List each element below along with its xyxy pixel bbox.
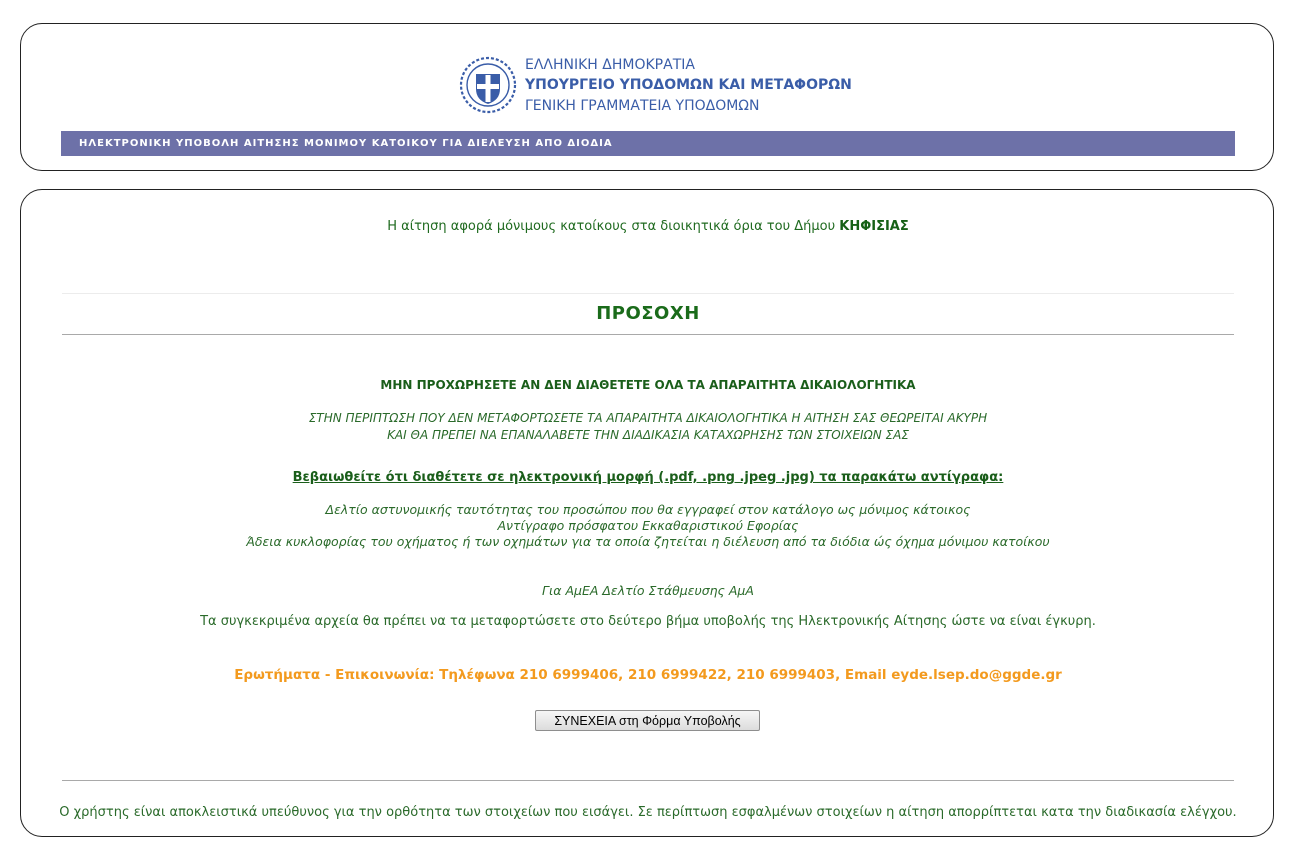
logo-secretariat: ΓΕΝΙΚΗ ΓΡΑΜΜΑΤΕΙΑ ΥΠΟΔΟΜΩΝ xyxy=(525,98,760,114)
document-item: Αντίγραφο πρόσφατου Εκκαθαριστικού Εφορίας xyxy=(497,518,799,533)
logo-text xyxy=(525,55,852,117)
municipality-name: ΚΗΦΙΣΙΑΣ xyxy=(839,219,909,234)
header-panel xyxy=(20,23,1274,171)
warning-details xyxy=(21,410,1275,444)
documents-list xyxy=(21,502,1275,550)
greek-emblem-icon xyxy=(459,56,517,114)
documents-heading: Βεβαιωθείτε ότι διαθέτετε σε ηλεκτρονική μορφή (.pdf, .png .jpeg .jpg) τα παρακάτω αντίγραφα: xyxy=(292,470,1004,485)
continue-button[interactable]: ΣΥΝΕΧΕΙΑ στη Φόρμα Υποβολής xyxy=(535,710,760,731)
document-item: Άδεια κυκλοφορίας του οχήματος ή των οχημάτων για τα οποία ζητείται η διέλευση από τα διόδια ώς όχημα μόνιμου κατοίκου xyxy=(246,534,1050,549)
amea-document: Για ΑμΕΑ Δελτίο Στάθμευσης ΑμΑ xyxy=(542,583,754,598)
warning-line-1: ΣΤΗΝ ΠΕΡΙΠΤΩΣΗ ΠΟΥ ΔΕΝ ΜΕΤΑΦΟΡΤΩΣΕΤΕ ΤΑ ΑΠΑΡΑΙΤΗΤΑ ΔΙΚΑΙΟΛΟΓΗΤΙΚΑ Η ΑΙΤΗΣΗ ΣΑΣ ΘΕΩΡΕΙΤΑΙ ΑΚΥΡΗ xyxy=(308,411,988,425)
scope-text xyxy=(21,219,1275,234)
logo-country: ΕΛΛΗΝΙΚΗ ΔΗΜΟΚΡΑΤΙΑ xyxy=(525,57,695,73)
logo-ministry: ΥΠΟΥΡΓΕΙΟ ΥΠΟΔΟΜΩΝ ΚΑΙ ΜΕΤΑΦΟΡΩΝ xyxy=(525,77,852,93)
upload-note: Τα συγκεκριμένα αρχεία θα πρέπει να τα μεταφορτώσετε στο δεύτερο βήμα υποβολής της Ηλεκτρονικής Αίτησης ώστε να είναι έγκυρη. xyxy=(200,614,1096,629)
warning-main: ΜΗΝ ΠΡΟΧΩΡΗΣΕΤΕ ΑΝ ΔΕΝ ΔΙΑΘΕΤΕΤΕ ΟΛΑ ΤΑ ΑΠΑΡΑΙΤΗΤΑ ΔΙΚΑΙΟΛΟΓΗΤΙΚΑ xyxy=(380,378,916,392)
scope-label: Η αίτηση αφορά μόνιμους κατοίκους στα διοικητικά όρια του Δήμου xyxy=(387,219,836,234)
ministry-logo xyxy=(459,53,879,117)
warning-title: ΠΡΟΣΟΧΗ xyxy=(596,303,700,324)
contact-info: Ερωτήματα - Επικοινωνία: Τηλέφωνα 210 6999406, 210 6999422, 210 6999403, Email eyde.lsep.do@ggde.gr xyxy=(234,667,1062,683)
warning-line-2: ΚΑΙ ΘΑ ΠΡΕΠΕΙ ΝΑ ΕΠΑΝΑΛΑΒΕΤΕ ΤΗΝ ΔΙΑΔΙΚΑΣΙΑ ΚΑΤΑΧΩΡΗΣΗΣ ΤΩΝ ΣΤΟΙΧΕΙΩΝ ΣΑΣ xyxy=(387,428,909,442)
document-item: Δελτίο αστυνομικής ταυτότητας του προσώπου που θα εγγραφεί στον κατάλογο ως μόνιμος κάτοικος xyxy=(325,502,971,517)
page-title-bar: ΗΛΕΚΤΡΟΝΙΚΗ ΥΠΟΒΟΛΗ ΑΙΤΗΣΗΣ ΜΟΝΙΜΟΥ ΚΑΤΟΙΚΟΥ ΓΙΑ ΔΙΕΛΕΥΣΗ ΑΠΟ ΔΙΟΔΙΑ xyxy=(61,131,1235,156)
divider-faint xyxy=(62,293,1234,294)
divider xyxy=(62,334,1234,335)
disclaimer-text: Ο χρήστης είναι αποκλειστικά υπεύθυνος για την ορθότητα των στοιχείων που εισάγει. Σε περίπτωση εσφαλμένων στοιχείων η αίτηση απορρίπτεται κατα την διαδικασία ελέγχου. xyxy=(59,805,1237,820)
main-panel xyxy=(20,189,1274,837)
divider xyxy=(62,780,1234,781)
